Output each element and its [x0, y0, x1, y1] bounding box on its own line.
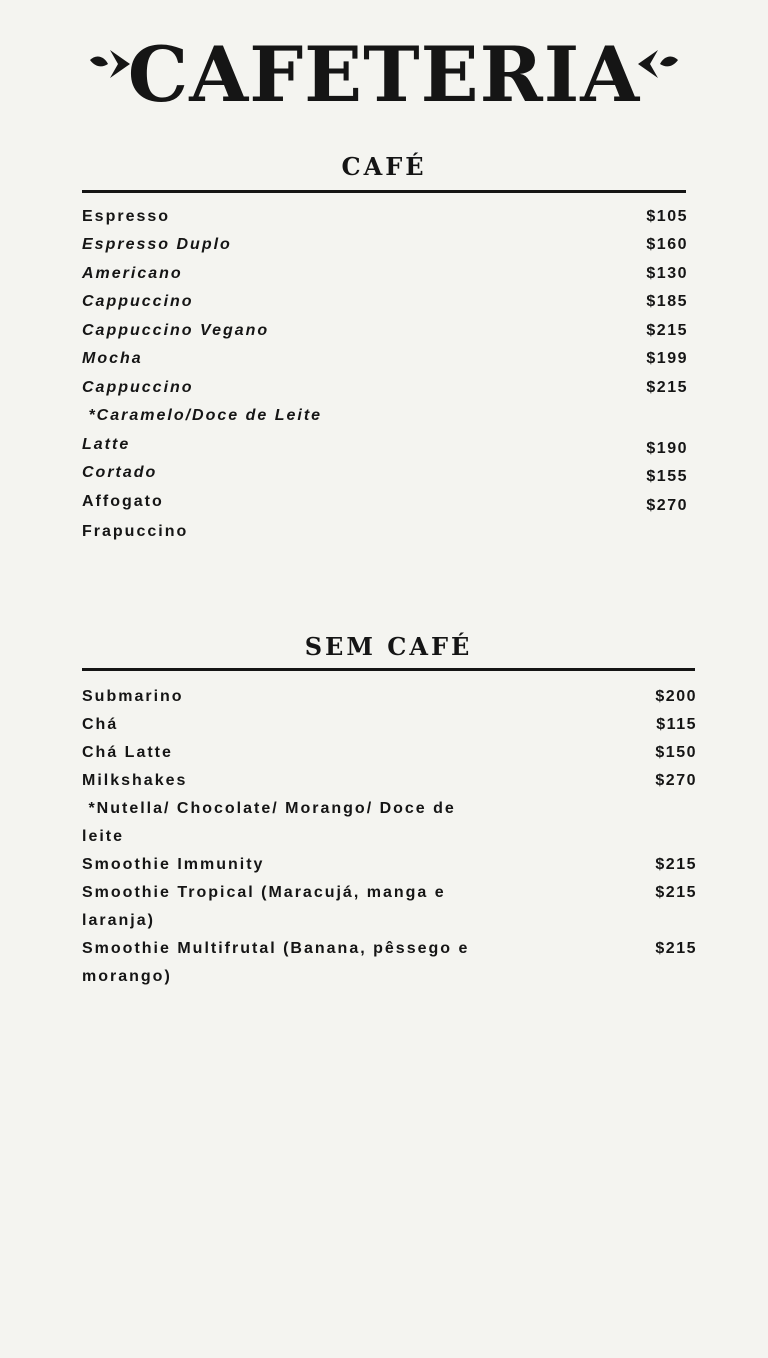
menu-item-name: Smoothie Immunity [82, 856, 265, 873]
menu-item-price: $270 [646, 497, 688, 514]
menu-item-name: Smoothie Tropical (Maracujá, manga e [82, 884, 446, 901]
menu-item-price: $115 [656, 716, 697, 733]
menu-item-name: Latte [82, 436, 131, 453]
menu-item-note: *Nutella/ Chocolate/ Morango/ Doce de [82, 800, 456, 817]
menu-item-name: Cortado [82, 464, 158, 481]
menu-item-price: $160 [646, 236, 688, 253]
menu-item-name: Espresso Duplo [82, 236, 232, 253]
menu-item-price: $150 [655, 744, 697, 761]
menu-item-price: $215 [655, 884, 697, 901]
menu-item-name: Cappuccino [82, 293, 194, 310]
menu-item-price: $130 [646, 265, 688, 282]
menu-item-price: $199 [646, 350, 688, 367]
menu-item-name-continued: morango) [82, 968, 172, 985]
section-divider [82, 190, 686, 193]
menu-item-price: $270 [655, 772, 697, 789]
menu-item-note: leite [82, 828, 125, 845]
menu-item-price: $200 [655, 688, 697, 705]
menu-item-name: Cappuccino Vegano [82, 322, 270, 339]
menu-item-note: *Caramelo/Doce de Leite [82, 407, 323, 424]
menu-title: CAFETERIA [127, 30, 641, 119]
menu-item-name: Chá [82, 716, 119, 733]
menu-item-price: $215 [646, 379, 688, 396]
menu-item-price: $215 [646, 322, 688, 339]
section-heading: SEM CAFÉ [304, 632, 473, 661]
menu-item-price: $190 [646, 440, 688, 457]
menu-item-name: Chá Latte [82, 744, 173, 761]
menu-item-price: $155 [646, 468, 688, 485]
section-heading: CAFÉ [341, 152, 427, 181]
menu-item-price: $185 [646, 293, 688, 310]
menu-item-name: Smoothie Multifrutal (Banana, pêssego e [82, 940, 470, 957]
menu-item-name-continued: laranja) [82, 912, 155, 929]
menu-item-name: Espresso [82, 208, 171, 225]
menu-item-name: Submarino [82, 688, 184, 705]
menu-item-price: $215 [655, 940, 697, 957]
menu-item-name: Milkshakes [82, 772, 188, 789]
menu-item-price: $215 [655, 856, 697, 873]
menu-item-name: Frapuccino [82, 523, 189, 540]
menu-item-name: Affogato [82, 493, 164, 510]
menu-item-price: $105 [646, 208, 688, 225]
menu-item-name: Americano [82, 265, 183, 282]
section-divider [82, 668, 695, 671]
menu-item-name: Cappuccino [82, 379, 194, 396]
menu-item-name: Mocha [82, 350, 143, 367]
